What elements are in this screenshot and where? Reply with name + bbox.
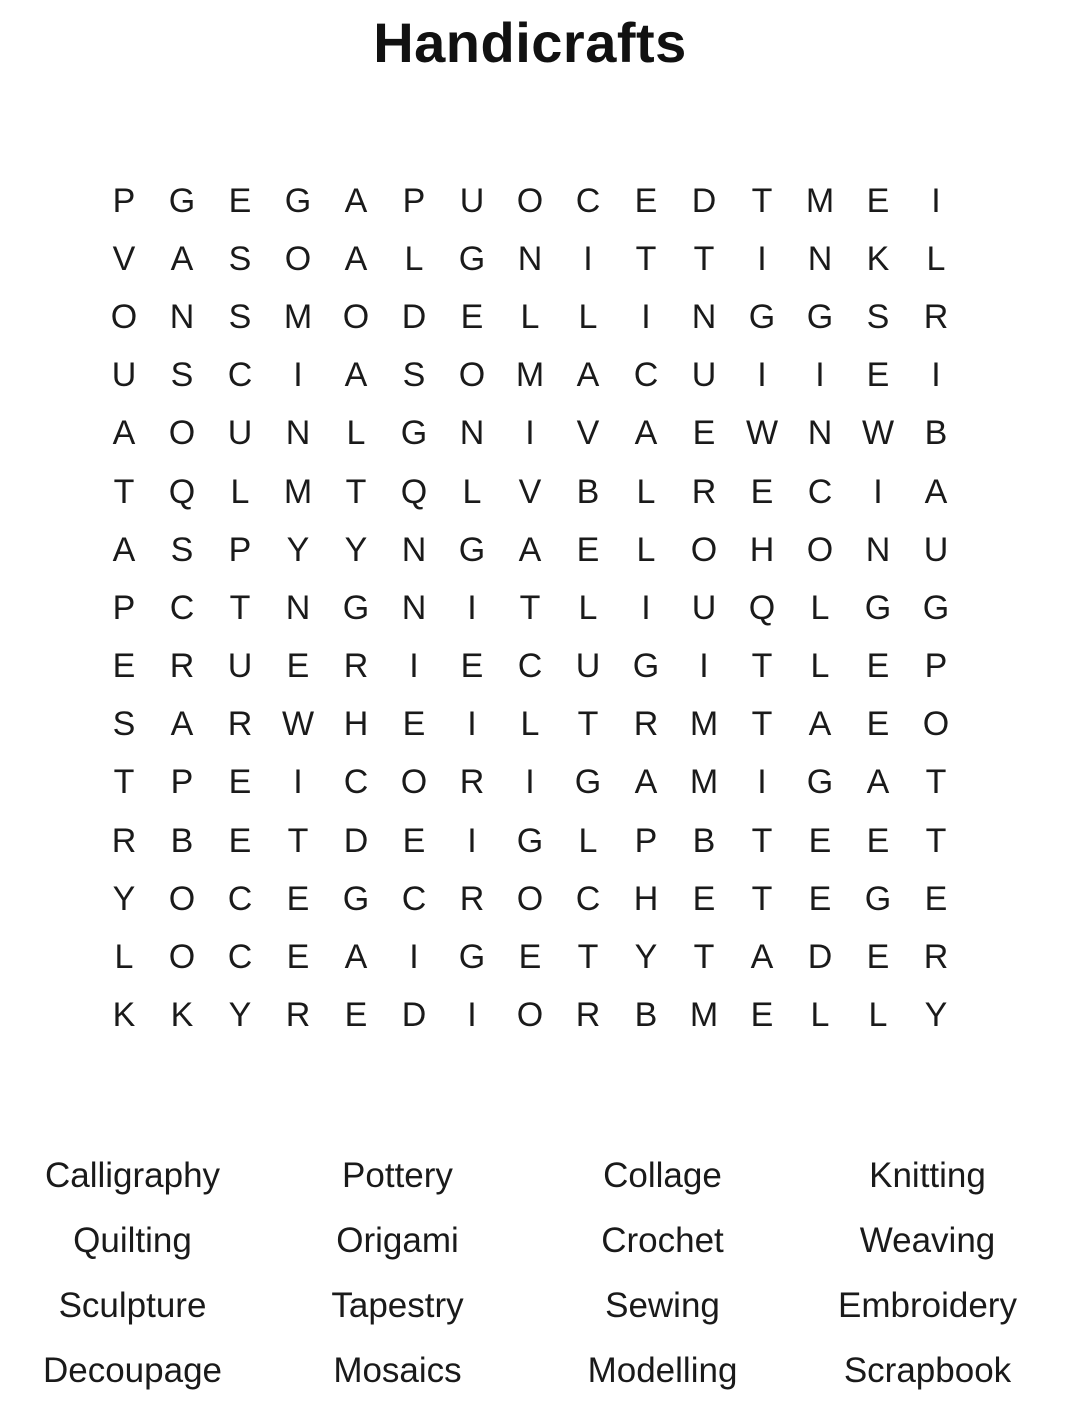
grid-cell[interactable]: T: [925, 763, 947, 802]
grid-cell[interactable]: I: [699, 647, 709, 686]
grid-cell[interactable]: I: [931, 356, 941, 395]
grid-cell[interactable]: V: [518, 472, 542, 511]
grid-cell[interactable]: S: [866, 297, 890, 336]
grid-cell[interactable]: E: [344, 996, 368, 1035]
grid-cell[interactable]: E: [692, 414, 716, 453]
grid-cell[interactable]: G: [458, 938, 486, 977]
grid-cell[interactable]: U: [923, 530, 949, 569]
grid-cell[interactable]: C: [343, 763, 369, 802]
grid-cell[interactable]: W: [281, 705, 315, 744]
grid-cell[interactable]: A: [808, 705, 832, 744]
grid-cell[interactable]: E: [866, 647, 890, 686]
grid-cell[interactable]: N: [401, 588, 427, 627]
grid-cell[interactable]: E: [518, 938, 542, 977]
grid-cell[interactable]: T: [751, 821, 773, 860]
grid-cell[interactable]: I: [757, 356, 767, 395]
grid-cell[interactable]: Y: [924, 996, 948, 1035]
grid-cell[interactable]: A: [344, 181, 368, 220]
grid-cell[interactable]: U: [575, 647, 601, 686]
grid-cell[interactable]: E: [750, 472, 774, 511]
grid-cell[interactable]: G: [748, 297, 776, 336]
grid-cell[interactable]: O: [806, 530, 834, 569]
grid-cell[interactable]: M: [689, 996, 719, 1035]
word-list-item: Calligraphy: [44, 1155, 221, 1195]
word-list-item: Mosaics: [333, 1350, 462, 1390]
grid-cell[interactable]: C: [517, 647, 543, 686]
word-list-item: Crochet: [601, 1220, 724, 1260]
grid-cell[interactable]: B: [576, 472, 600, 511]
grid-cell[interactable]: S: [112, 705, 136, 744]
grid-cell[interactable]: S: [170, 356, 194, 395]
grid-cell[interactable]: R: [169, 647, 195, 686]
grid-cell[interactable]: L: [810, 647, 830, 686]
grid-cell[interactable]: A: [344, 938, 368, 977]
grid-cell[interactable]: A: [344, 239, 368, 278]
grid-cell[interactable]: A: [344, 356, 368, 395]
grid-cell[interactable]: L: [578, 821, 598, 860]
word-list-item: Quilting: [73, 1220, 192, 1260]
grid-cell[interactable]: V: [112, 239, 136, 278]
grid-cell[interactable]: T: [751, 647, 773, 686]
grid-cell[interactable]: S: [228, 239, 252, 278]
grid-cell[interactable]: E: [866, 181, 890, 220]
grid-cell[interactable]: G: [342, 588, 370, 627]
grid-cell[interactable]: O: [110, 297, 138, 336]
grid-cell[interactable]: O: [922, 705, 950, 744]
grid-cell[interactable]: T: [229, 588, 251, 627]
letter-grid: [95, 172, 965, 1045]
grid-cell[interactable]: L: [810, 996, 830, 1035]
grid-cell[interactable]: D: [691, 181, 717, 220]
grid-cell[interactable]: E: [692, 879, 716, 918]
grid-cell[interactable]: G: [574, 763, 602, 802]
puzzle-title: Handicrafts: [373, 11, 687, 74]
grid-cell[interactable]: R: [111, 821, 137, 860]
grid-cell[interactable]: E: [228, 763, 252, 802]
grid-cell[interactable]: C: [807, 472, 833, 511]
grid-cell[interactable]: L: [868, 996, 888, 1035]
grid-cell[interactable]: L: [810, 588, 830, 627]
grid-cell[interactable]: T: [345, 472, 367, 511]
grid-cell[interactable]: N: [807, 239, 833, 278]
grid-cell[interactable]: N: [285, 414, 311, 453]
grid-cell[interactable]: R: [633, 705, 659, 744]
grid-cell[interactable]: Q: [748, 588, 776, 627]
grid-cell[interactable]: T: [113, 763, 135, 802]
word-list-item: Weaving: [859, 1220, 996, 1260]
grid-cell[interactable]: L: [462, 472, 482, 511]
grid-cell[interactable]: P: [402, 181, 426, 220]
grid-cell[interactable]: U: [227, 647, 253, 686]
grid-cell[interactable]: W: [745, 414, 779, 453]
grid-cell[interactable]: M: [515, 356, 545, 395]
grid-cell[interactable]: M: [689, 763, 719, 802]
grid-cell[interactable]: O: [458, 356, 486, 395]
grid-cell[interactable]: T: [751, 181, 773, 220]
grid-cell[interactable]: I: [931, 181, 941, 220]
grid-cell[interactable]: O: [400, 763, 428, 802]
grid-cell[interactable]: E: [228, 181, 252, 220]
grid-cell[interactable]: O: [516, 996, 544, 1035]
grid-cell[interactable]: M: [805, 181, 835, 220]
grid-cell[interactable]: I: [467, 821, 477, 860]
grid-cell[interactable]: G: [400, 414, 428, 453]
grid-cell[interactable]: O: [690, 530, 718, 569]
grid-cell[interactable]: C: [633, 356, 659, 395]
grid-cell[interactable]: D: [401, 996, 427, 1035]
grid-cell[interactable]: C: [401, 879, 427, 918]
grid-cell[interactable]: A: [112, 414, 136, 453]
grid-cell[interactable]: O: [284, 239, 312, 278]
grid-cell[interactable]: E: [750, 996, 774, 1035]
grid-cell[interactable]: E: [634, 181, 658, 220]
grid-cell[interactable]: I: [409, 938, 419, 977]
grid-cell[interactable]: O: [516, 879, 544, 918]
grid-cell[interactable]: E: [228, 821, 252, 860]
grid-cell[interactable]: O: [168, 938, 196, 977]
grid-cell[interactable]: N: [865, 530, 891, 569]
grid-cell[interactable]: I: [525, 763, 535, 802]
grid-cell[interactable]: L: [926, 239, 946, 278]
grid-cell[interactable]: E: [286, 647, 310, 686]
grid-cell[interactable]: T: [577, 938, 599, 977]
grid-cell[interactable]: W: [861, 414, 895, 453]
grid-cell[interactable]: Y: [634, 938, 658, 977]
grid-cell[interactable]: Y: [228, 996, 252, 1035]
word-list-item: Modelling: [587, 1350, 738, 1390]
grid-cell[interactable]: P: [112, 588, 136, 627]
word-list-item: Collage: [603, 1155, 722, 1195]
grid-cell[interactable]: R: [343, 647, 369, 686]
grid-cell[interactable]: A: [866, 763, 890, 802]
word-list-item: Sculpture: [58, 1285, 207, 1325]
grid-cell[interactable]: L: [404, 239, 424, 278]
word-list-item: Decoupage: [42, 1350, 223, 1390]
grid-cell[interactable]: R: [459, 763, 485, 802]
grid-cell[interactable]: T: [693, 938, 715, 977]
grid-cell[interactable]: E: [576, 530, 600, 569]
grid-cell[interactable]: I: [757, 763, 767, 802]
word-list-item: Embroidery: [838, 1285, 1017, 1325]
grid-cell[interactable]: A: [634, 763, 658, 802]
grid-cell[interactable]: O: [516, 181, 544, 220]
grid-cell[interactable]: I: [467, 588, 477, 627]
grid-cell[interactable]: G: [922, 588, 950, 627]
grid-cell[interactable]: N: [401, 530, 427, 569]
grid-cell[interactable]: L: [636, 530, 656, 569]
grid-cell[interactable]: R: [227, 705, 253, 744]
grid-cell[interactable]: E: [286, 938, 310, 977]
word-list-item: Origami: [336, 1220, 459, 1260]
grid-cell[interactable]: I: [293, 356, 303, 395]
grid-cell[interactable]: E: [460, 647, 484, 686]
grid-cell[interactable]: N: [169, 297, 195, 336]
grid-cell[interactable]: G: [806, 763, 834, 802]
grid-cell[interactable]: D: [807, 938, 833, 977]
grid-cell[interactable]: L: [114, 938, 134, 977]
grid-cell[interactable]: A: [924, 472, 948, 511]
grid-cell[interactable]: V: [576, 414, 600, 453]
grid-cell[interactable]: R: [923, 297, 949, 336]
grid-cell[interactable]: I: [467, 705, 477, 744]
grid-cell[interactable]: E: [286, 879, 310, 918]
grid-cell[interactable]: E: [866, 356, 890, 395]
grid-cell[interactable]: I: [873, 472, 883, 511]
grid-cell[interactable]: E: [866, 821, 890, 860]
word-list: [0, 1143, 1060, 1403]
grid-cell[interactable]: I: [293, 763, 303, 802]
grid-cell[interactable]: G: [806, 297, 834, 336]
grid-cell[interactable]: Q: [168, 472, 196, 511]
grid-cell[interactable]: C: [575, 181, 601, 220]
grid-cell[interactable]: C: [227, 356, 253, 395]
grid-cell[interactable]: C: [169, 588, 195, 627]
grid-cell[interactable]: Y: [112, 879, 136, 918]
grid-cell[interactable]: A: [750, 938, 774, 977]
grid-cell[interactable]: I: [641, 588, 651, 627]
grid-cell[interactable]: T: [693, 239, 715, 278]
grid-cell[interactable]: H: [633, 879, 659, 918]
grid-cell[interactable]: M: [283, 472, 313, 511]
grid-cell[interactable]: G: [864, 879, 892, 918]
grid-cell[interactable]: P: [924, 647, 948, 686]
grid-cell[interactable]: L: [230, 472, 250, 511]
grid-cell[interactable]: R: [691, 472, 717, 511]
grid-cell[interactable]: T: [287, 821, 309, 860]
grid-cell[interactable]: I: [409, 647, 419, 686]
grid-cell[interactable]: I: [815, 356, 825, 395]
grid-cell[interactable]: U: [691, 588, 717, 627]
grid-cell[interactable]: U: [111, 356, 137, 395]
grid-cell[interactable]: H: [749, 530, 775, 569]
grid-cell[interactable]: N: [517, 239, 543, 278]
grid-cell[interactable]: T: [519, 588, 541, 627]
grid-cell[interactable]: K: [170, 996, 194, 1035]
grid-cell[interactable]: S: [402, 356, 426, 395]
grid-cell[interactable]: R: [459, 879, 485, 918]
grid-cell[interactable]: I: [525, 414, 535, 453]
grid-cell[interactable]: A: [170, 239, 194, 278]
grid-cell[interactable]: C: [227, 938, 253, 977]
grid-cell[interactable]: E: [112, 647, 136, 686]
grid-cell[interactable]: O: [168, 414, 196, 453]
word-list-item: Sewing: [605, 1285, 720, 1325]
word-list-item: Pottery: [342, 1155, 453, 1195]
grid-cell[interactable]: P: [228, 530, 252, 569]
grid-cell[interactable]: Y: [286, 530, 310, 569]
grid-cell[interactable]: U: [227, 414, 253, 453]
grid-cell[interactable]: G: [342, 879, 370, 918]
grid-cell[interactable]: R: [575, 996, 601, 1035]
grid-cell[interactable]: E: [808, 879, 832, 918]
grid-cell[interactable]: E: [402, 705, 426, 744]
grid-cell[interactable]: C: [227, 879, 253, 918]
grid-cell[interactable]: E: [460, 297, 484, 336]
grid-cell[interactable]: T: [113, 472, 135, 511]
grid-cell[interactable]: G: [284, 181, 312, 220]
grid-cell[interactable]: M: [689, 705, 719, 744]
grid-cell[interactable]: P: [634, 821, 658, 860]
grid-cell[interactable]: B: [170, 821, 194, 860]
grid-cell[interactable]: T: [577, 705, 599, 744]
grid-cell[interactable]: L: [520, 705, 540, 744]
word-list-item: Scrapbook: [843, 1350, 1012, 1390]
grid-cell[interactable]: N: [807, 414, 833, 453]
grid-cell[interactable]: L: [636, 472, 656, 511]
grid-cell[interactable]: B: [924, 414, 948, 453]
grid-cell[interactable]: N: [285, 588, 311, 627]
grid-cell[interactable]: K: [112, 996, 136, 1035]
grid-cell[interactable]: B: [692, 821, 716, 860]
grid-cell[interactable]: Q: [400, 472, 428, 511]
grid-cell[interactable]: T: [751, 879, 773, 918]
grid-cell[interactable]: A: [170, 705, 194, 744]
word-list-item: Tapestry: [331, 1285, 464, 1325]
grid-cell[interactable]: S: [170, 530, 194, 569]
grid-cell[interactable]: E: [866, 938, 890, 977]
word-list-item: Knitting: [869, 1155, 986, 1195]
grid-cell[interactable]: R: [285, 996, 311, 1035]
grid-cell[interactable]: E: [808, 821, 832, 860]
grid-cell[interactable]: H: [343, 705, 369, 744]
grid-cell[interactable]: N: [691, 297, 717, 336]
grid-cell[interactable]: L: [520, 297, 540, 336]
grid-cell[interactable]: B: [634, 996, 658, 1035]
grid-cell[interactable]: D: [401, 297, 427, 336]
grid-cell[interactable]: G: [632, 647, 660, 686]
grid-cell[interactable]: D: [343, 821, 369, 860]
grid-cell[interactable]: A: [112, 530, 136, 569]
grid-cell[interactable]: O: [168, 879, 196, 918]
grid-cell[interactable]: K: [866, 239, 890, 278]
grid-cell[interactable]: I: [467, 996, 477, 1035]
grid-cell[interactable]: T: [751, 705, 773, 744]
grid-cell[interactable]: E: [924, 879, 948, 918]
grid-cell[interactable]: E: [402, 821, 426, 860]
grid-cell[interactable]: I: [583, 239, 593, 278]
grid-cell[interactable]: P: [112, 181, 136, 220]
grid-cell[interactable]: Y: [344, 530, 368, 569]
grid-cell[interactable]: G: [458, 239, 486, 278]
grid-cell[interactable]: G: [458, 530, 486, 569]
grid-cell[interactable]: E: [866, 705, 890, 744]
grid-cell[interactable]: O: [342, 297, 370, 336]
grid-cell[interactable]: A: [576, 356, 600, 395]
grid-cell[interactable]: R: [923, 938, 949, 977]
grid-cell[interactable]: T: [635, 239, 657, 278]
grid-cell[interactable]: A: [634, 414, 658, 453]
grid-cell[interactable]: P: [170, 763, 194, 802]
grid-cell[interactable]: I: [641, 297, 651, 336]
grid-cell[interactable]: T: [925, 821, 947, 860]
grid-cell[interactable]: C: [575, 879, 601, 918]
grid-cell[interactable]: U: [691, 356, 717, 395]
grid-cell[interactable]: G: [516, 821, 544, 860]
grid-cell[interactable]: U: [459, 181, 485, 220]
grid-cell[interactable]: I: [757, 239, 767, 278]
grid-cell[interactable]: G: [168, 181, 196, 220]
grid-cell[interactable]: N: [459, 414, 485, 453]
grid-cell[interactable]: G: [864, 588, 892, 627]
grid-cell[interactable]: L: [346, 414, 366, 453]
grid-cell[interactable]: A: [518, 530, 542, 569]
grid-cell[interactable]: M: [283, 297, 313, 336]
grid-cell[interactable]: L: [578, 297, 598, 336]
grid-cell[interactable]: L: [578, 588, 598, 627]
grid-cell[interactable]: S: [228, 297, 252, 336]
